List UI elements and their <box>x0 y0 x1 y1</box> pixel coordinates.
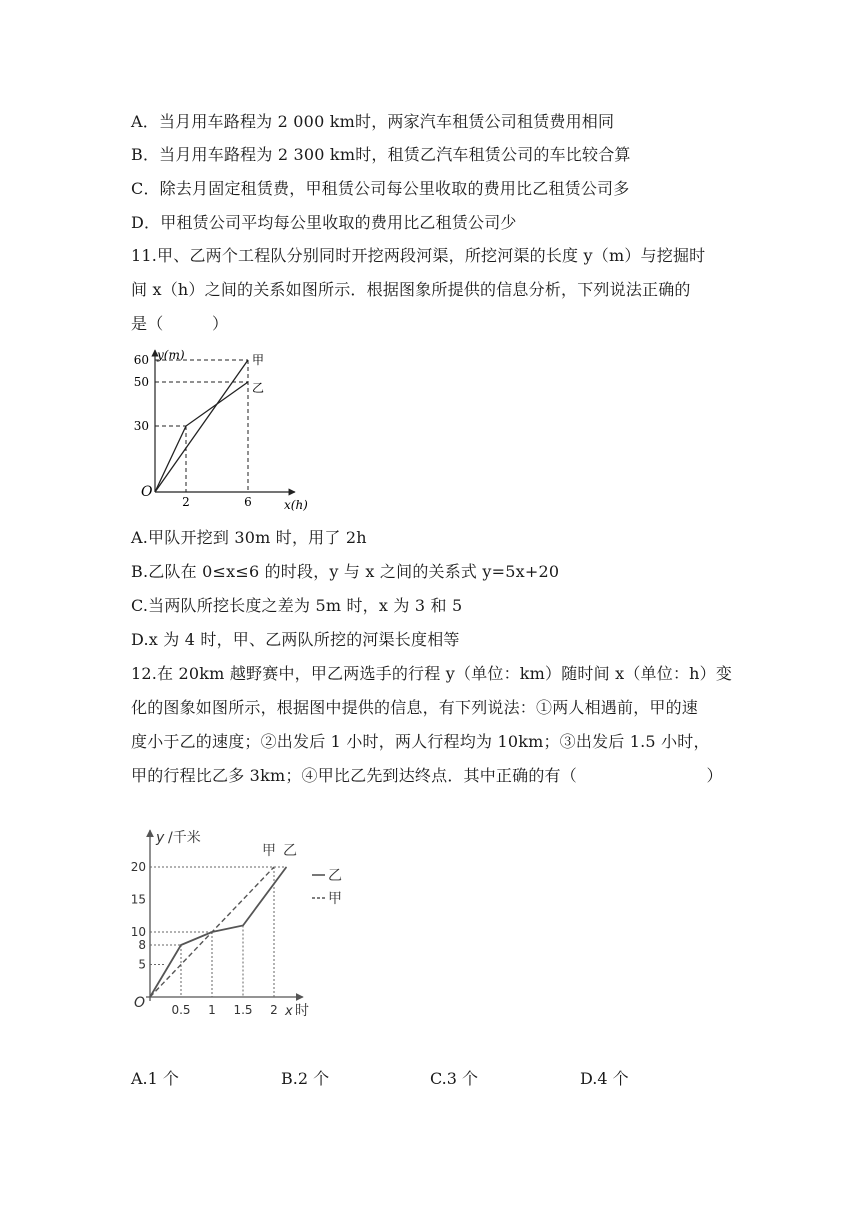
q12-option-c: C.3 个 <box>430 1069 479 1088</box>
series-label-yi: 乙 <box>252 381 265 395</box>
y-axis-label: y(m) <box>157 348 185 362</box>
q12-option-d: D.4 个 <box>580 1069 629 1088</box>
y-axis-unit: /千米 <box>168 830 201 846</box>
y-tick-label: 60 <box>133 353 149 367</box>
q11-stem-line-2: 间 x（h）之间的关系如图所示．根据图象所提供的信息分析，下列说法正确的 <box>131 280 691 299</box>
x-tick-label: 1.5 <box>233 1003 253 1017</box>
x-axis-label: x <box>285 1004 293 1019</box>
y-tick-label: 5 <box>138 957 146 972</box>
q12-figure <box>125 822 365 1032</box>
q11-option-b: B.乙队在 0≤x≤6 的时段，y 与 x 之间的关系式 y=5x+20 <box>131 562 560 581</box>
top-label-yi: 乙 <box>283 843 297 859</box>
y-tick-label: 30 <box>133 419 149 433</box>
q11-option-a: A.甲队开挖到 30m 时，用了 2h <box>131 528 367 547</box>
y-tick-label: 10 <box>130 925 146 939</box>
q12-stem-line-2: 化的图象如图所示，根据图中提供的信息，有下列说法：①两人相遇前，甲的速 <box>131 698 699 717</box>
q11-stem-line-1: 11.甲、乙两个工程队分别同时开挖两段河渠，所挖河渠的长度 y（m）与挖掘时 <box>131 246 706 265</box>
x-tick-label: 1 <box>208 1003 216 1017</box>
q12-stem-line-4: 甲的行程比乙多 3km；④甲比乙先到达终点．其中正确的有（ ） <box>131 766 723 785</box>
q10-option-d: D．甲租赁公司平均每公里收取的费用比乙租赁公司少 <box>131 213 517 232</box>
y-tick-label: 50 <box>133 375 149 389</box>
q11-option-c: C.当两队所挖长度之差为 5m 时，x 为 3 和 5 <box>131 596 463 615</box>
q11-option-d: D.x 为 4 时，甲、乙两队所挖的河渠长度相等 <box>131 630 460 649</box>
series-label-jia: 甲 <box>252 353 265 367</box>
y-tick-label: 15 <box>130 892 146 907</box>
x-tick-label: 6 <box>244 495 252 509</box>
q12-option-a: A.1 个 <box>131 1069 179 1088</box>
x-axis-unit: 时 <box>295 1003 309 1019</box>
y-tick-label: 8 <box>138 938 146 952</box>
origin-label: O <box>134 995 146 1011</box>
x-tick-label: 2 <box>270 1003 278 1017</box>
q11-figure <box>130 345 330 515</box>
series-line-yi <box>155 382 248 492</box>
x-tick-label: 2 <box>182 495 190 509</box>
q10-option-a: A．当月用车路程为 2 000 km时，两家汽车租赁公司租赁费用相同 <box>131 112 615 131</box>
legend-label-jia: 甲 <box>328 891 342 907</box>
q10-option-b: B．当月用车路程为 2 300 km时，租赁乙汽车租赁公司的车比较合算 <box>131 145 631 164</box>
q12-option-b: B.2 个 <box>281 1069 330 1088</box>
x-tick-label: 0.5 <box>171 1003 191 1017</box>
top-label-jia: 甲 <box>262 843 276 859</box>
legend-label-yi: 乙 <box>328 868 342 884</box>
y-tick-label: 20 <box>130 860 146 874</box>
q11-stem-line-3: 是（ ） <box>131 314 229 333</box>
q12-stem-line-1: 12.在 20km 越野赛中，甲乙两选手的行程 y（单位：km）随时间 x（单位：h）变 <box>131 664 733 683</box>
series-line-jia <box>155 360 248 492</box>
y-axis-label: y <box>156 830 165 846</box>
q12-stem-line-3: 度小于乙的速度；②出发后 1 小时，两人行程均为 10km；③出发后 1.5 小时， <box>131 732 710 751</box>
origin-label: O <box>141 484 153 500</box>
x-axis-label: x(h) <box>284 498 308 512</box>
q10-option-c: C．除去月固定租赁费，甲租赁公司每公里收取的费用比乙租赁公司多 <box>131 179 630 198</box>
